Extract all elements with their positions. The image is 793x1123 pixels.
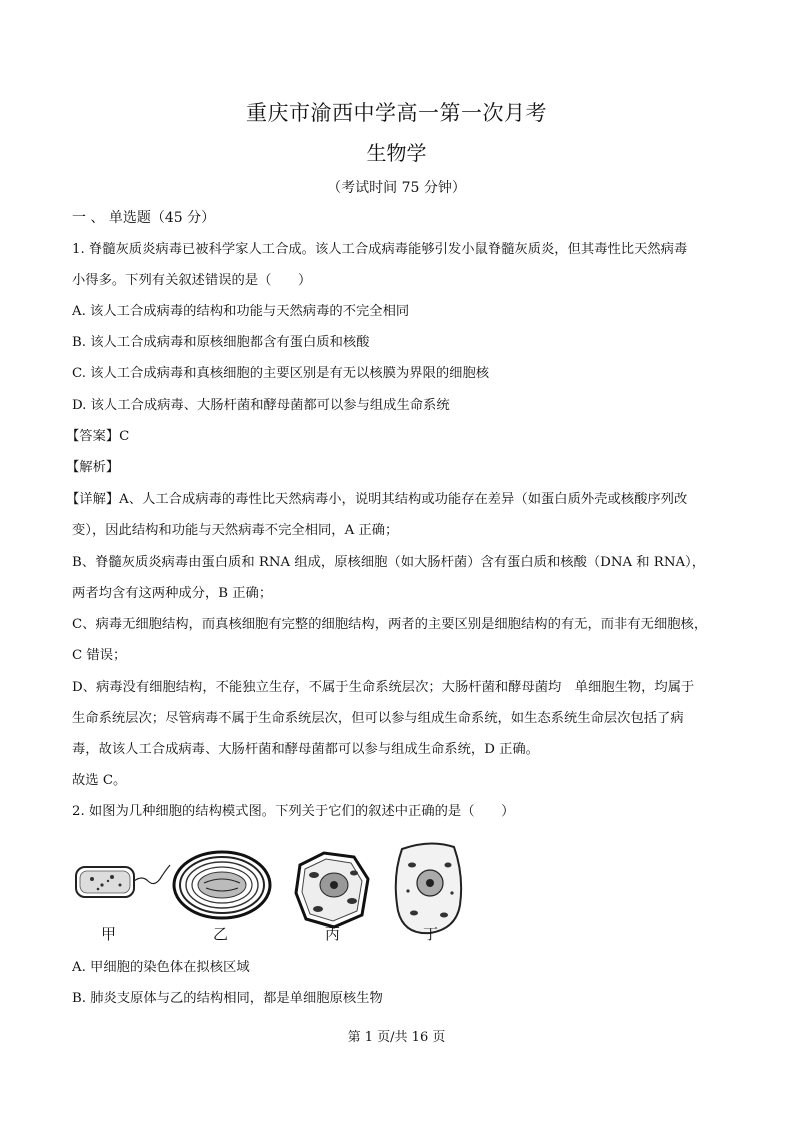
q1-stem-line1: 1. 脊髓灰质炎病毒已被科学家人工合成。该人工合成病毒能够引发小鼠脊髓灰质炎，但其毒性比天然病毒 (72, 242, 688, 257)
q1-analysis-label: 【解析】 (66, 460, 120, 475)
q1-option-b: B. 该人工合成病毒和原核细胞都含有蛋白质和核酸 (72, 335, 370, 350)
exam-time: （考试时间 75 分钟） (327, 180, 466, 196)
q2-stem: 2. 如图为几种细胞的结构模式图。下列关于它们的叙述中正确的是（ ） (72, 804, 515, 819)
figure-label-yi: 乙 (213, 925, 229, 943)
q1-explanation-line6: C 错误； (72, 648, 127, 663)
q1-explanation-line2: 变），因此结构和功能与天然病毒不完全相同，A 正确； (72, 523, 399, 538)
q1-explanation-line5: C、病毒无细胞结构，而真核细胞有完整的细胞结构，两者的主要区别是细胞结构的有无，而非有无细胞核， (72, 617, 708, 632)
q1-conclusion: 故选 C。 (72, 773, 127, 788)
q2-option-b: B. 肺炎支原体与乙的结构相同，都是单细胞原核生物 (72, 991, 383, 1006)
q1-answer: 【答案】C (66, 429, 130, 444)
cell-structure-figure (72, 835, 472, 945)
figure-label-bing: 丙 (325, 925, 341, 943)
figure-label-ding: 丁 (423, 925, 439, 943)
q1-explanation-line3: B、脊髓灰质炎病毒由蛋白质和 RNA 组成，原核细胞（如大肠杆菌）含有蛋白质和核酸（DNA 和 RNA）， (72, 555, 706, 570)
cell-ding-animal (396, 843, 461, 933)
page-number: 第 1 页/共 16 页 (347, 1030, 446, 1045)
q1-explanation-line9: 毒，故该人工合成病毒、大肠杆菌和酵母菌都可以参与组成生命系统，D 正确。 (72, 742, 539, 757)
q1-option-d: D. 该人工合成病毒、大肠杆菌和酵母菌都可以参与组成生命系统 (72, 398, 450, 413)
figure-label-jia: 甲 (101, 925, 117, 943)
q1-explanation-line4: 两者均含有这两种成分，B 正确； (72, 586, 273, 601)
cell-bing-plant (296, 853, 368, 927)
cell-yi (174, 852, 270, 918)
section-heading: 一 、 单选题（45 分） (72, 210, 216, 226)
q1-explanation-line1: 【详解】A、人工合成病毒的毒性比天然病毒小，说明其结构或功能存在差异（如蛋白质外壳或核酸序列改 (66, 492, 688, 507)
q1-option-a: A. 该人工合成病毒的结构和功能与天然病毒的不完全相同 (72, 304, 410, 319)
q2-option-a: A. 甲细胞的染色体在拟核区域 (72, 960, 250, 975)
q1-explanation-line7: D、病毒没有细胞结构，不能独立生存，不属于生命系统层次；大肠杆菌和酵母菌均 单细胞生物，均属于 (72, 680, 695, 695)
subject-title: 生物学 (366, 141, 427, 165)
exam-title: 重庆市渝西中学高一第一次月考 (246, 101, 547, 125)
q1-stem-line2: 小得多。下列有关叙述错误的是（ ） (72, 273, 312, 288)
q1-explanation-line8: 生命系统层次；尽管病毒不属于生命系统层次，但可以参与组成生命系统，如生态系统生命层次包括了病 (72, 711, 684, 726)
cell-jia-bacterium (76, 865, 170, 897)
q1-option-c: C. 该人工合成病毒和真核细胞的主要区别是有无以核膜为界限的细胞核 (72, 366, 490, 381)
